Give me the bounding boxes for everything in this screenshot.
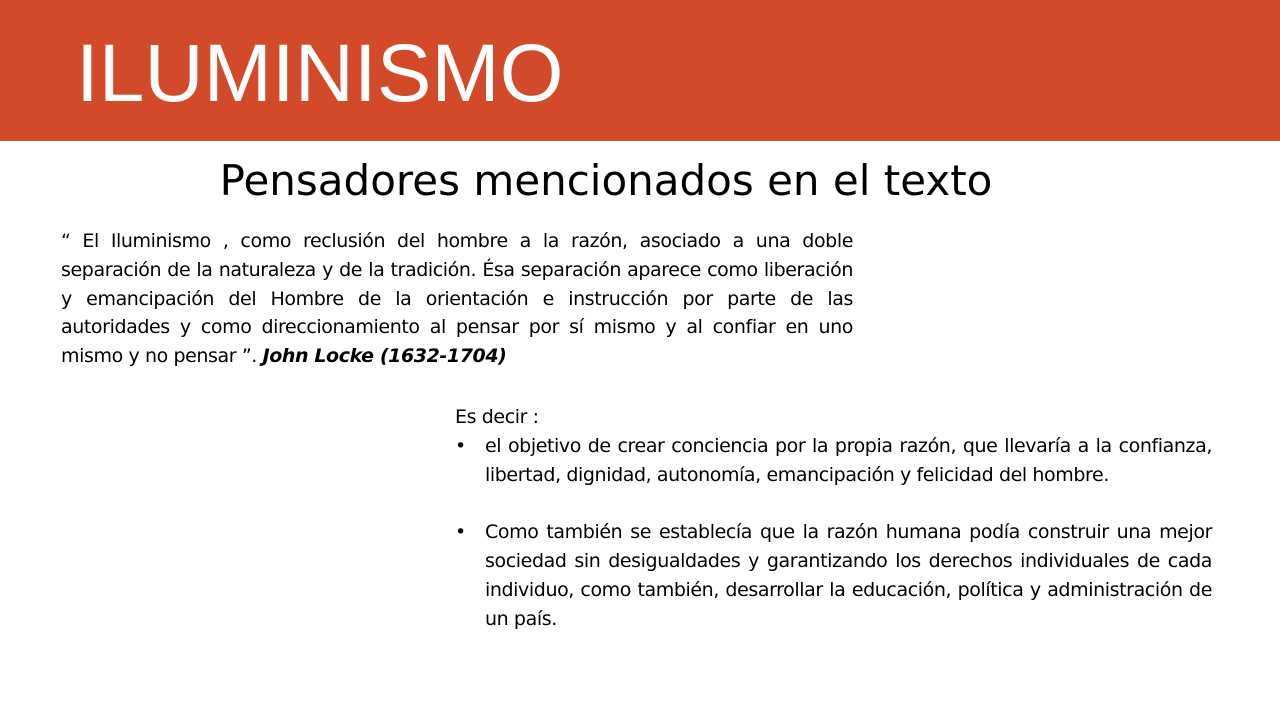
slide-title: ILUMINISMO [76,28,564,119]
title-banner [0,0,1280,141]
list-item-text: el objetivo de crear conciencia por la propia razón, que llevaría a la confianza, libertad, dignidad, autonomía, emancipación y felicidad del hombre. [485,434,1212,486]
quote-text: “ El Iluminismo , como reclusión del hombre a la razón, asociado a una doble separación de la naturaleza y de la tradición. Ésa separación aparece como liberación y emancipación del Hombre de la orientación e instrucción por parte de las autoridades y como direccionamiento al pensar por sí mismo y al confiar en uno mismo y no pensar ”. [61,230,853,368]
explanation-block [455,403,1212,633]
list-item-text: Como también se establecía que la razón humana podía construir una mejor sociedad sin desigualdades y garantizando los derechos individuales de cada individuo, como también, desarrollar la educación, política y administración de un país. [485,521,1212,630]
quote-author: John Locke (1632-1704) [262,345,507,368]
locke-quote [61,227,853,371]
list-item [455,518,1212,633]
slide-subtitle: Pensadores mencionados en el texto [219,156,993,205]
explanation-intro: Es decir : [455,406,539,428]
bullet-icon: • [455,521,466,544]
bullet-icon: • [455,434,466,457]
explanation-list [455,432,1212,634]
list-item [455,432,1212,490]
